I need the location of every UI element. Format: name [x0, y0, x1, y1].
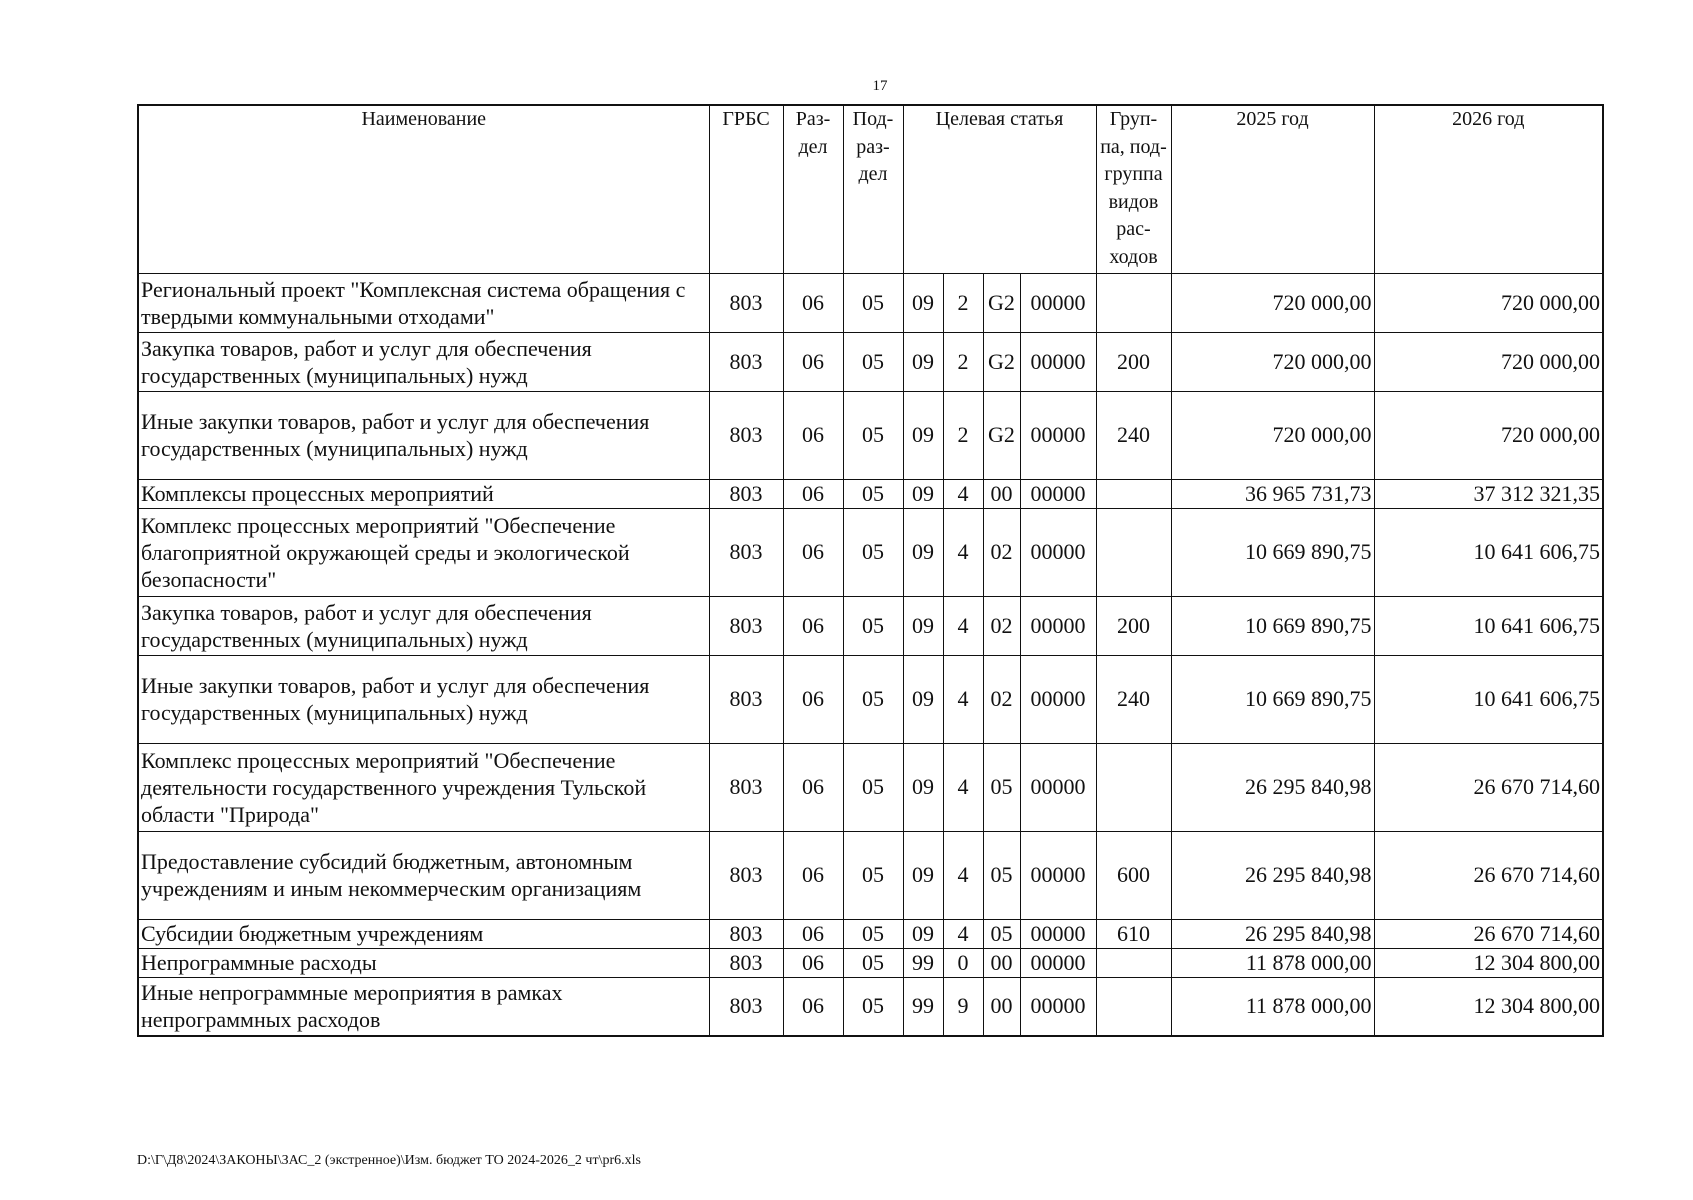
row-target-program: 09 [903, 831, 943, 919]
header-razdel: Раз- дел [783, 105, 843, 273]
header-row [138, 105, 1603, 273]
row-target-program: 09 [903, 273, 943, 332]
row-expense-group: 200 [1096, 596, 1171, 655]
row-razdel: 06 [783, 655, 843, 743]
row-target-direction: 00000 [1020, 919, 1096, 948]
row-expense-group [1096, 977, 1171, 1036]
table-row [138, 743, 1603, 831]
row-target-program: 09 [903, 919, 943, 948]
header-year-2026: 2026 год [1374, 105, 1603, 273]
row-target-program: 09 [903, 655, 943, 743]
row-name: Комплекс процессных мероприятий "Обеспечение благоприятной окружающей среды и экологической безопасности" [138, 508, 709, 596]
row-razdel: 06 [783, 479, 843, 508]
row-target-element: 05 [983, 919, 1020, 948]
row-target-direction: 00000 [1020, 508, 1096, 596]
row-target-element: 00 [983, 948, 1020, 977]
row-amount-2025: 11 878 000,00 [1171, 948, 1374, 977]
row-target-type: 4 [943, 508, 983, 596]
table-row [138, 948, 1603, 977]
row-podrazdel: 05 [843, 508, 903, 596]
budget-table [137, 104, 1604, 1037]
row-podrazdel: 05 [843, 332, 903, 391]
row-razdel: 06 [783, 332, 843, 391]
table-row [138, 977, 1603, 1036]
row-target-program: 09 [903, 743, 943, 831]
row-grbs: 803 [709, 948, 783, 977]
header-expense-group: Груп- па, под- группа видов рас- ходов [1096, 105, 1171, 273]
row-razdel: 06 [783, 596, 843, 655]
row-target-program: 99 [903, 977, 943, 1036]
row-amount-2025: 10 669 890,75 [1171, 508, 1374, 596]
row-target-element: 02 [983, 508, 1020, 596]
table-row [138, 273, 1603, 332]
row-amount-2025: 10 669 890,75 [1171, 596, 1374, 655]
row-name: Закупка товаров, работ и услуг для обеспечения государственных (муниципальных) нужд [138, 596, 709, 655]
row-grbs: 803 [709, 332, 783, 391]
row-target-type: 4 [943, 655, 983, 743]
row-name: Субсидии бюджетным учреждениям [138, 919, 709, 948]
row-target-type: 2 [943, 332, 983, 391]
row-target-element: 02 [983, 655, 1020, 743]
row-amount-2026: 720 000,00 [1374, 273, 1603, 332]
row-target-type: 4 [943, 479, 983, 508]
row-target-direction: 00000 [1020, 743, 1096, 831]
row-target-program: 09 [903, 332, 943, 391]
table-row [138, 919, 1603, 948]
row-grbs: 803 [709, 479, 783, 508]
row-grbs: 803 [709, 596, 783, 655]
row-target-direction: 00000 [1020, 596, 1096, 655]
row-expense-group: 240 [1096, 655, 1171, 743]
table-row [138, 391, 1603, 479]
row-amount-2026: 720 000,00 [1374, 391, 1603, 479]
row-target-program: 09 [903, 596, 943, 655]
header-target-article: Целевая статья [903, 105, 1096, 273]
row-name: Иные закупки товаров, работ и услуг для обеспечения государственных (муниципальных) нужд [138, 391, 709, 479]
row-grbs: 803 [709, 743, 783, 831]
row-name: Иные закупки товаров, работ и услуг для обеспечения государственных (муниципальных) нужд [138, 655, 709, 743]
row-target-program: 09 [903, 391, 943, 479]
row-target-element: 02 [983, 596, 1020, 655]
row-target-program: 99 [903, 948, 943, 977]
row-razdel: 06 [783, 508, 843, 596]
row-amount-2025: 720 000,00 [1171, 391, 1374, 479]
row-target-element: 00 [983, 977, 1020, 1036]
page-number: 17 [872, 78, 888, 94]
row-target-element: G2 [983, 273, 1020, 332]
row-amount-2025: 10 669 890,75 [1171, 655, 1374, 743]
table-row [138, 831, 1603, 919]
row-expense-group [1096, 743, 1171, 831]
row-amount-2025: 720 000,00 [1171, 332, 1374, 391]
row-podrazdel: 05 [843, 977, 903, 1036]
row-amount-2026: 26 670 714,60 [1374, 831, 1603, 919]
row-podrazdel: 05 [843, 919, 903, 948]
row-target-direction: 00000 [1020, 391, 1096, 479]
row-name: Закупка товаров, работ и услуг для обеспечения государственных (муниципальных) нужд [138, 332, 709, 391]
header-year-2025: 2025 год [1171, 105, 1374, 273]
row-target-element: 00 [983, 479, 1020, 508]
row-expense-group: 240 [1096, 391, 1171, 479]
row-target-program: 09 [903, 508, 943, 596]
table-row [138, 508, 1603, 596]
row-amount-2025: 720 000,00 [1171, 273, 1374, 332]
row-amount-2026: 10 641 606,75 [1374, 508, 1603, 596]
row-grbs: 803 [709, 919, 783, 948]
row-podrazdel: 05 [843, 273, 903, 332]
row-target-type: 4 [943, 596, 983, 655]
row-grbs: 803 [709, 391, 783, 479]
header-grbs: ГРБС [709, 105, 783, 273]
row-name: Непрограммные расходы [138, 948, 709, 977]
row-podrazdel: 05 [843, 596, 903, 655]
row-podrazdel: 05 [843, 831, 903, 919]
row-target-element: 05 [983, 831, 1020, 919]
row-target-direction: 00000 [1020, 977, 1096, 1036]
row-target-type: 2 [943, 273, 983, 332]
row-grbs: 803 [709, 273, 783, 332]
row-name: Предоставление субсидий бюджетным, автономным учреждениям и иным некоммерческим организациям [138, 831, 709, 919]
row-grbs: 803 [709, 508, 783, 596]
row-amount-2026: 12 304 800,00 [1374, 948, 1603, 977]
row-podrazdel: 05 [843, 743, 903, 831]
row-target-element: G2 [983, 391, 1020, 479]
row-amount-2025: 36 965 731,73 [1171, 479, 1374, 508]
row-target-direction: 00000 [1020, 332, 1096, 391]
row-expense-group [1096, 508, 1171, 596]
row-target-type: 9 [943, 977, 983, 1036]
row-amount-2026: 26 670 714,60 [1374, 743, 1603, 831]
row-target-type: 4 [943, 919, 983, 948]
row-target-element: 05 [983, 743, 1020, 831]
row-razdel: 06 [783, 743, 843, 831]
row-amount-2025: 26 295 840,98 [1171, 919, 1374, 948]
row-target-type: 0 [943, 948, 983, 977]
table-row [138, 655, 1603, 743]
row-name: Комплекс процессных мероприятий "Обеспечение деятельности государственного учреждения Тульской области "Природа" [138, 743, 709, 831]
row-grbs: 803 [709, 831, 783, 919]
row-amount-2026: 12 304 800,00 [1374, 977, 1603, 1036]
header-podrazdel: Под- раз- дел [843, 105, 903, 273]
row-podrazdel: 05 [843, 479, 903, 508]
row-amount-2026: 10 641 606,75 [1374, 655, 1603, 743]
table-row [138, 479, 1603, 508]
row-expense-group: 600 [1096, 831, 1171, 919]
row-name: Региональный проект "Комплексная система обращения с твердыми коммунальными отходами" [138, 273, 709, 332]
row-razdel: 06 [783, 273, 843, 332]
row-expense-group [1096, 479, 1171, 508]
row-target-type: 4 [943, 743, 983, 831]
row-target-type: 4 [943, 831, 983, 919]
table-row [138, 596, 1603, 655]
header-name: Наименование [138, 105, 709, 273]
row-expense-group: 200 [1096, 332, 1171, 391]
row-amount-2025: 26 295 840,98 [1171, 831, 1374, 919]
row-razdel: 06 [783, 831, 843, 919]
footer-file-path: D:\Г\Д8\2024\ЗАКОНЫ\ЗАС_2 (экстренное)\Изм. бюджет ТО 2024-2026_2 чт\pr6.xls [137, 1153, 641, 1168]
row-expense-group [1096, 273, 1171, 332]
row-amount-2025: 26 295 840,98 [1171, 743, 1374, 831]
row-target-program: 09 [903, 479, 943, 508]
row-amount-2026: 37 312 321,35 [1374, 479, 1603, 508]
row-razdel: 06 [783, 977, 843, 1036]
row-target-direction: 00000 [1020, 655, 1096, 743]
row-razdel: 06 [783, 391, 843, 479]
row-target-direction: 00000 [1020, 479, 1096, 508]
row-podrazdel: 05 [843, 655, 903, 743]
row-target-direction: 00000 [1020, 831, 1096, 919]
row-amount-2026: 720 000,00 [1374, 332, 1603, 391]
row-name: Иные непрограммные мероприятия в рамках непрограммных расходов [138, 977, 709, 1036]
row-grbs: 803 [709, 977, 783, 1036]
row-target-element: G2 [983, 332, 1020, 391]
row-podrazdel: 05 [843, 391, 903, 479]
row-target-type: 2 [943, 391, 983, 479]
row-razdel: 06 [783, 948, 843, 977]
row-name: Комплексы процессных мероприятий [138, 479, 709, 508]
row-amount-2026: 26 670 714,60 [1374, 919, 1603, 948]
row-amount-2025: 11 878 000,00 [1171, 977, 1374, 1036]
row-expense-group: 610 [1096, 919, 1171, 948]
row-target-direction: 00000 [1020, 948, 1096, 977]
table-row [138, 332, 1603, 391]
row-grbs: 803 [709, 655, 783, 743]
row-podrazdel: 05 [843, 948, 903, 977]
row-amount-2026: 10 641 606,75 [1374, 596, 1603, 655]
row-target-direction: 00000 [1020, 273, 1096, 332]
row-razdel: 06 [783, 919, 843, 948]
row-expense-group [1096, 948, 1171, 977]
